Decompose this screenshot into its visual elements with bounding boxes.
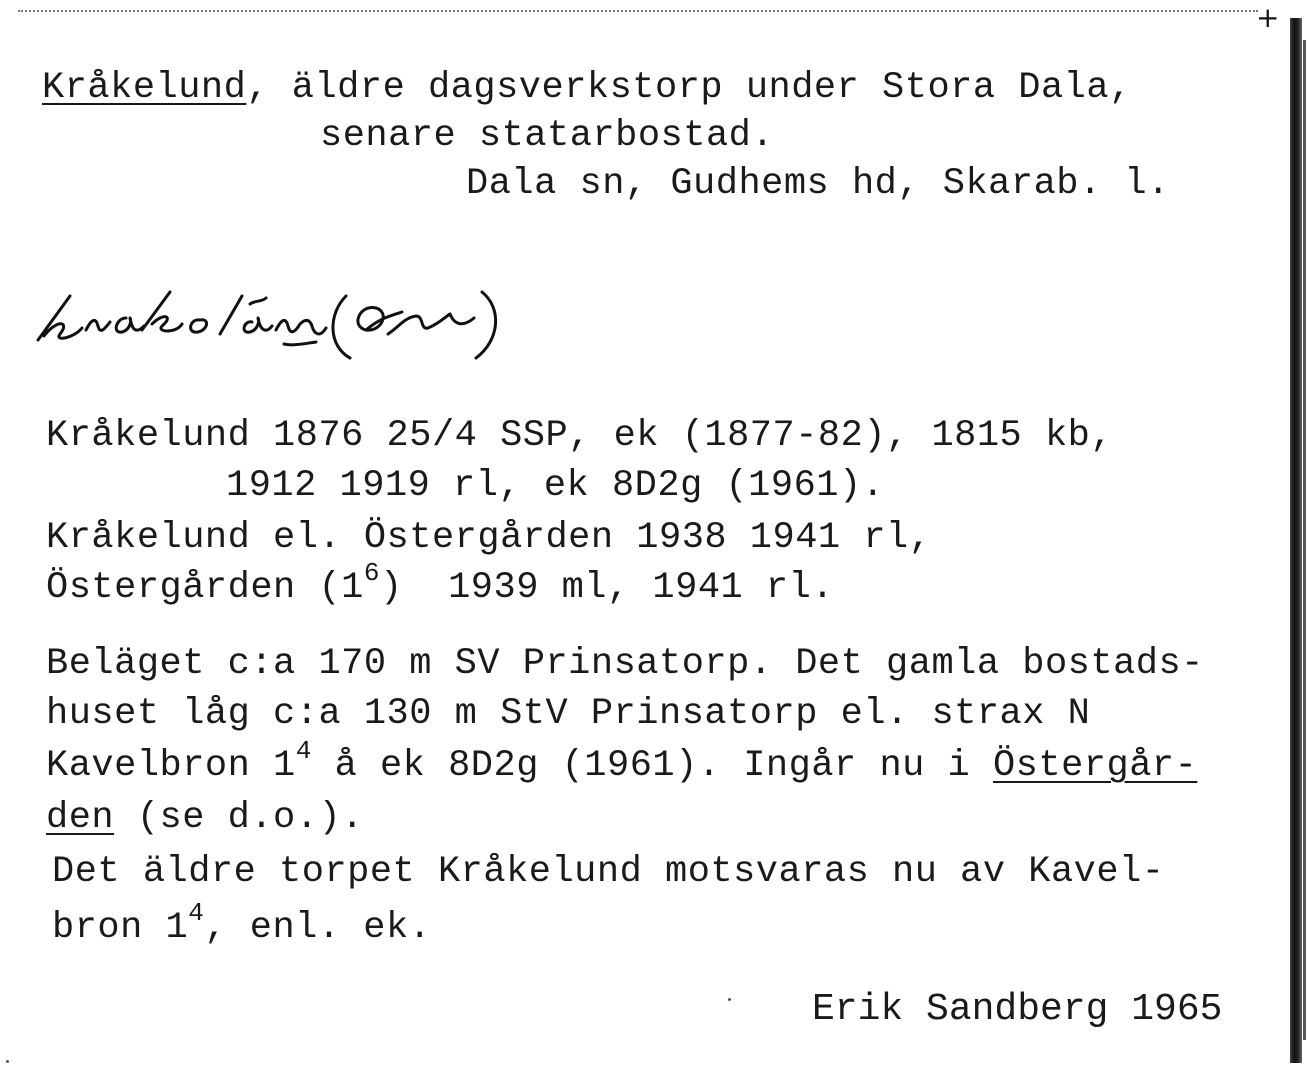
card-right-edge — [1290, 18, 1302, 1063]
card-top-edge — [18, 10, 1258, 12]
history-line-2-superscript: 4 — [188, 897, 205, 928]
record-line-4-superscript: 6 — [363, 557, 380, 588]
header-line-1 — [42, 68, 1132, 108]
scan-speck — [728, 998, 731, 1001]
cross-reference-ostergarden-end: den — [46, 797, 115, 839]
location-line-2: huset låg c:a 130 m StV Prinsatorp el. strax N — [46, 693, 1091, 735]
place-name: Kråkelund — [42, 67, 247, 109]
history-line-1: Det äldre torpet Kråkelund motsvaras nu av Kavel- — [52, 851, 1165, 893]
handwritten-pronunciation — [30, 278, 610, 368]
cross-reference-ostergarden: Östergår- — [992, 745, 1198, 787]
location-line-3-start: Kavelbron 1 — [46, 745, 296, 787]
author-signature: Erik Sandberg 1965 — [812, 988, 1223, 1031]
record-line-4-start: Östergården (1 — [46, 567, 364, 609]
location-line-1: Beläget c:a 170 m SV Prinsatorp. Det gamla bostads- — [46, 643, 1204, 685]
record-line-4 — [46, 557, 835, 609]
location-line-3-middle: å ek 8D2g (1961). Ingår nu i — [311, 745, 993, 787]
history-line-2-end: , enl. ek. — [204, 907, 432, 949]
history-line-2-start: bron 1 — [52, 907, 189, 949]
scan-speck — [6, 1060, 9, 1063]
parish-district-line: Dala sn, Gudhems hd, Skarab. l. — [466, 163, 1170, 205]
record-line-1: Kråkelund 1876 25/4 SSP, ek (1877-82), 1815 kb, — [46, 415, 1114, 457]
location-line-4 — [46, 798, 364, 838]
card-right-edge-shadow — [1303, 40, 1306, 1040]
record-line-3: Kråkelund el. Östergården 1938 1941 rl, — [46, 517, 932, 559]
location-line-4-end: (se d.o.). — [114, 797, 364, 839]
location-line-3 — [46, 735, 1198, 787]
corner-registration-mark: + — [1256, 1, 1280, 34]
record-line-4-end: ) 1939 ml, 1941 rl. — [379, 567, 835, 609]
place-description: , äldre dagsverkstorp under Stora Dala, — [246, 67, 1132, 109]
handwriting-drawing — [30, 278, 610, 368]
location-line-3-superscript: 4 — [295, 735, 312, 766]
history-line-2 — [52, 897, 432, 949]
header-line-2: senare statarbostad. — [320, 115, 775, 157]
record-line-2: 1912 1919 rl, ek 8D2g (1961). — [226, 465, 885, 507]
